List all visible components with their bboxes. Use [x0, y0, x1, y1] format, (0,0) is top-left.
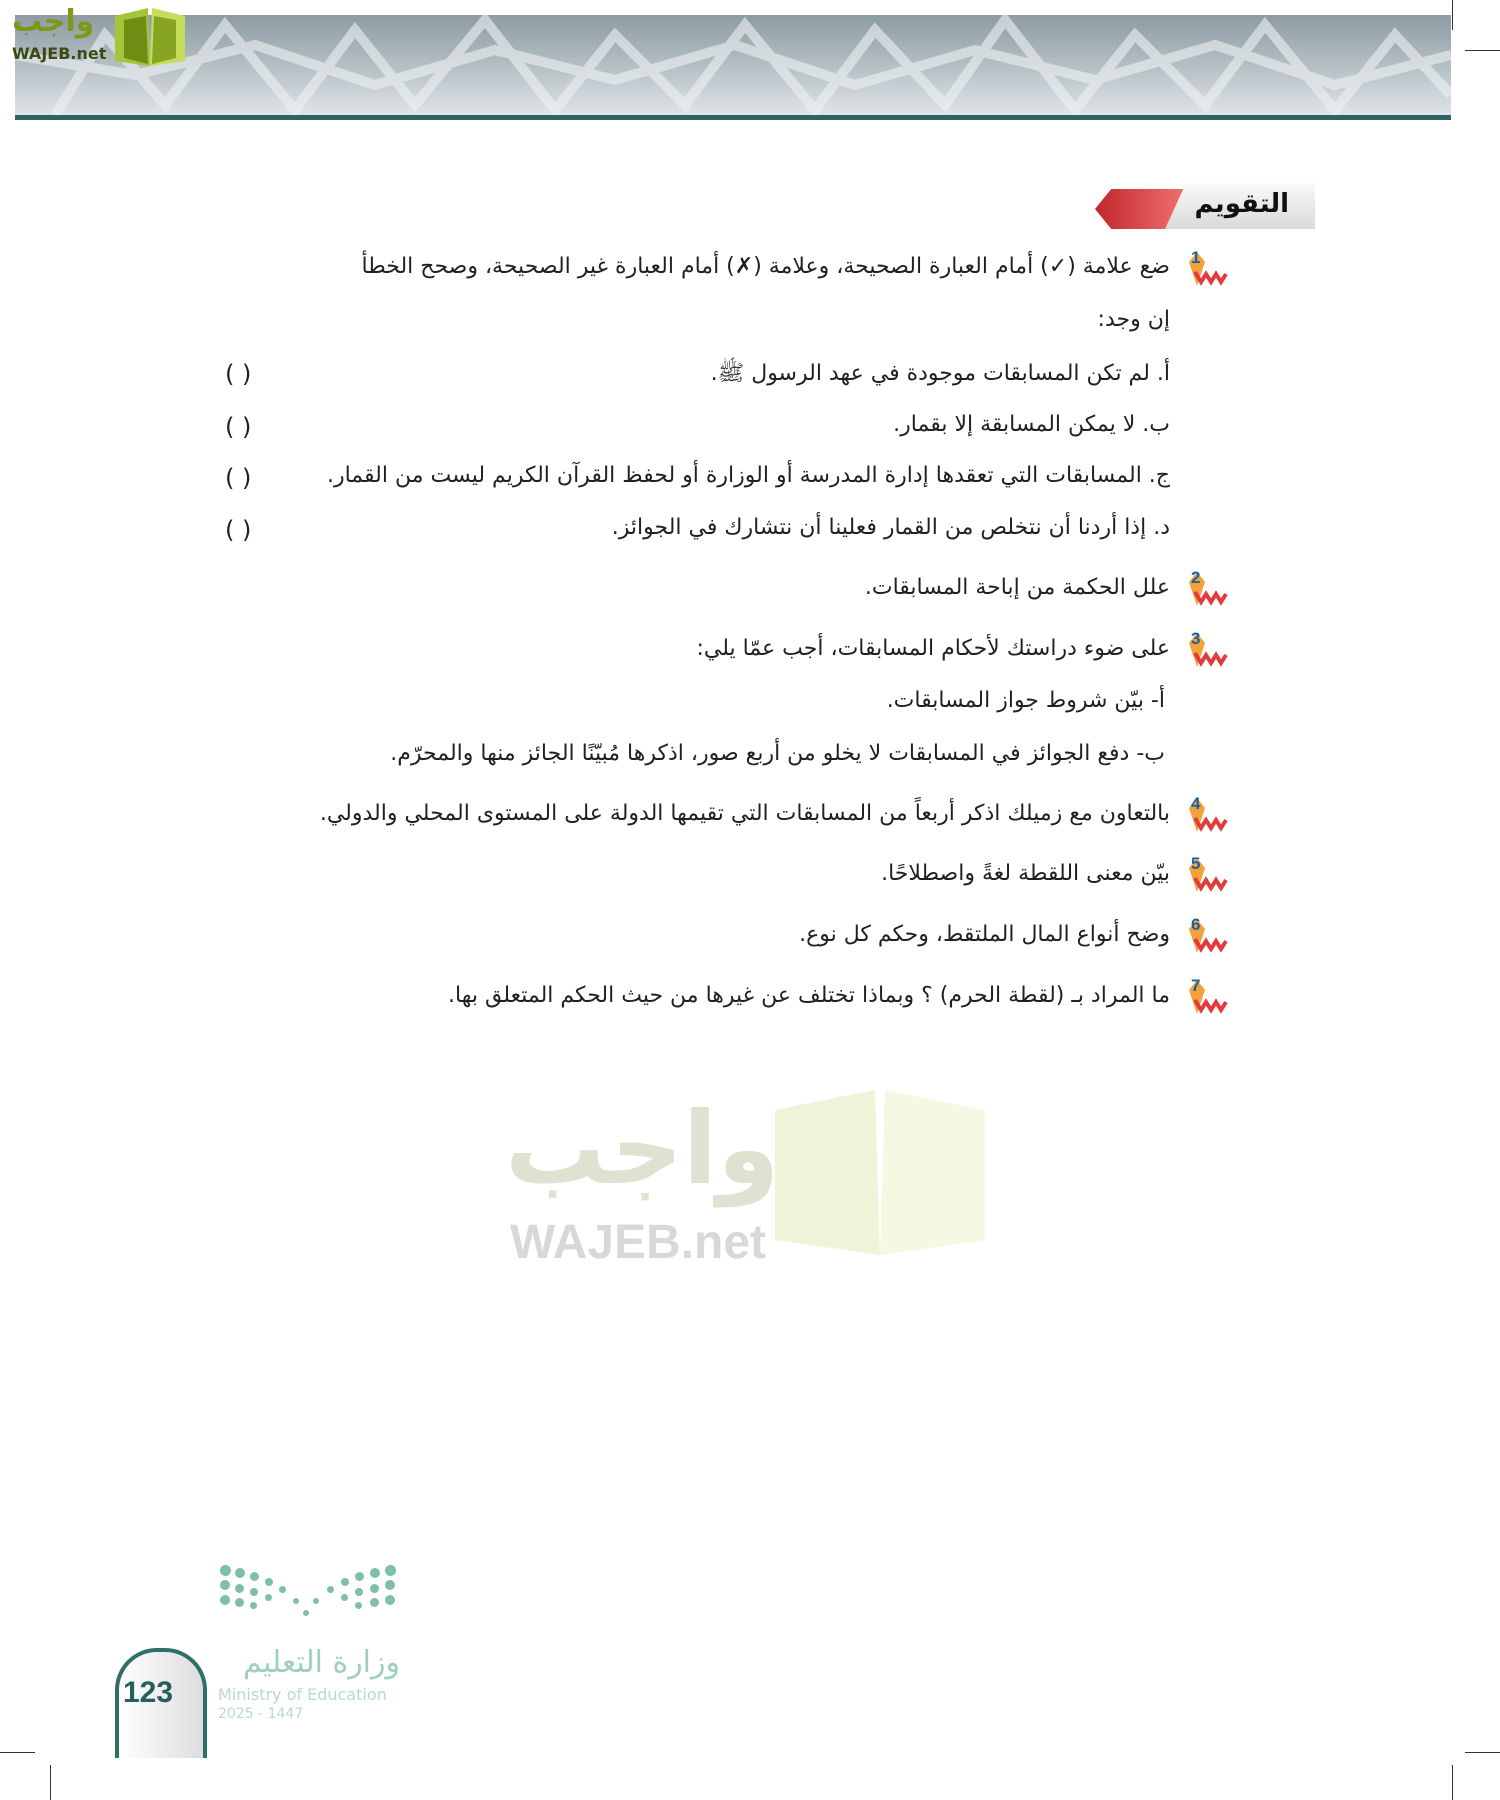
academic-year: 2025 - 1447 — [218, 1706, 304, 1722]
question-marker-icon: 1 — [1185, 250, 1231, 290]
question-7-text: ما المراد بـ (لقطة الحرم) ؟ وبماذا تختلف عن غيرها من حيث الحكم المتعلق بها. — [448, 983, 1170, 1008]
islamic-pattern — [15, 15, 1451, 115]
question-3-item-b: ب- دفع الجوائز في المسابقات لا يخلو من أربع صور، اذكرها مُبيّنًا الجائز منها والمحرّم. — [390, 741, 1165, 766]
section-title-badge — [1095, 183, 1317, 233]
question-3-item-a: أ- بيّن شروط جواز المسابقات. — [886, 688, 1165, 713]
question-marker-icon: 5 — [1185, 856, 1231, 896]
crop-mark — [1465, 50, 1500, 51]
book-icon — [110, 6, 190, 68]
question-6-text: وضح أنواع المال الملتقط، وحكم كل نوع. — [799, 922, 1170, 947]
header-banner — [15, 15, 1451, 115]
answer-brackets[interactable]: ( ) — [225, 360, 252, 388]
page-number: 123 — [123, 1676, 174, 1709]
header-rule — [15, 115, 1451, 120]
watermark-english: WAJEB.net — [510, 1216, 767, 1269]
question-2-text: علل الحكمة من إباحة المسابقات. — [864, 575, 1170, 600]
question-marker-icon: 3 — [1185, 631, 1231, 671]
question-3-text: على ضوء دراستك لأحكام المسابقات، أجب عمّا يلي: — [696, 636, 1170, 661]
watermark-arabic: واجب — [505, 1090, 780, 1207]
crop-mark — [1452, 1765, 1453, 1800]
ministry-name-english: Ministry of Education — [218, 1685, 387, 1704]
question-1-continuation: إن وجد: — [1097, 307, 1170, 332]
wajeb-logo[interactable] — [10, 4, 190, 68]
question-4-text: بالتعاون مع زميلك اذكر أربعاً من المسابقات التي تقيمها الدولة على المستوى المحلي والدولي. — [319, 801, 1170, 826]
watermark-book-icon — [775, 1090, 985, 1255]
answer-brackets[interactable]: ( ) — [225, 516, 252, 544]
answer-brackets[interactable]: ( ) — [225, 464, 252, 492]
ministry-name-arabic: وزارة التعليم — [242, 1645, 400, 1680]
logo-english: WAJEB.net — [12, 44, 107, 63]
answer-brackets[interactable]: ( ) — [225, 413, 252, 441]
question-marker-icon: 6 — [1185, 917, 1231, 957]
question-marker-icon: 7 — [1185, 978, 1231, 1018]
question-1-item-a: أ. لم تكن المسابقات موجودة في عهد الرسول ﷺ. — [710, 361, 1170, 386]
question-marker-icon: 4 — [1185, 796, 1231, 836]
question-marker-icon: 2 — [1185, 570, 1231, 610]
crop-mark — [1465, 1752, 1500, 1753]
crop-mark — [1452, 0, 1453, 30]
question-1-item-b: ب. لا يمكن المسابقة إلا بقمار. — [893, 412, 1170, 437]
question-5-text: بيّن معنى اللقطة لغةً واصطلاحًا. — [881, 861, 1170, 886]
question-1-item-d: د. إذا أردنا أن نتخلص من القمار فعلينا أن نتشارك في الجوائز. — [611, 515, 1170, 540]
question-1-item-c: ج. المسابقات التي تعقدها إدارة المدرسة أو الوزارة أو لحفظ القرآن الكريم ليست من القمار. — [326, 463, 1170, 488]
section-title: التقويم — [1194, 189, 1289, 219]
crop-mark — [50, 1765, 51, 1800]
logo-arabic: واجب — [12, 4, 95, 39]
question-1-text: ضع علامة (✓) أمام العبارة الصحيحة، وعلامة (✗) أمام العبارة غير الصحيحة، وصحح الخطأ — [361, 254, 1170, 279]
crop-mark — [0, 1752, 35, 1753]
ministry-logo — [215, 1560, 415, 1760]
